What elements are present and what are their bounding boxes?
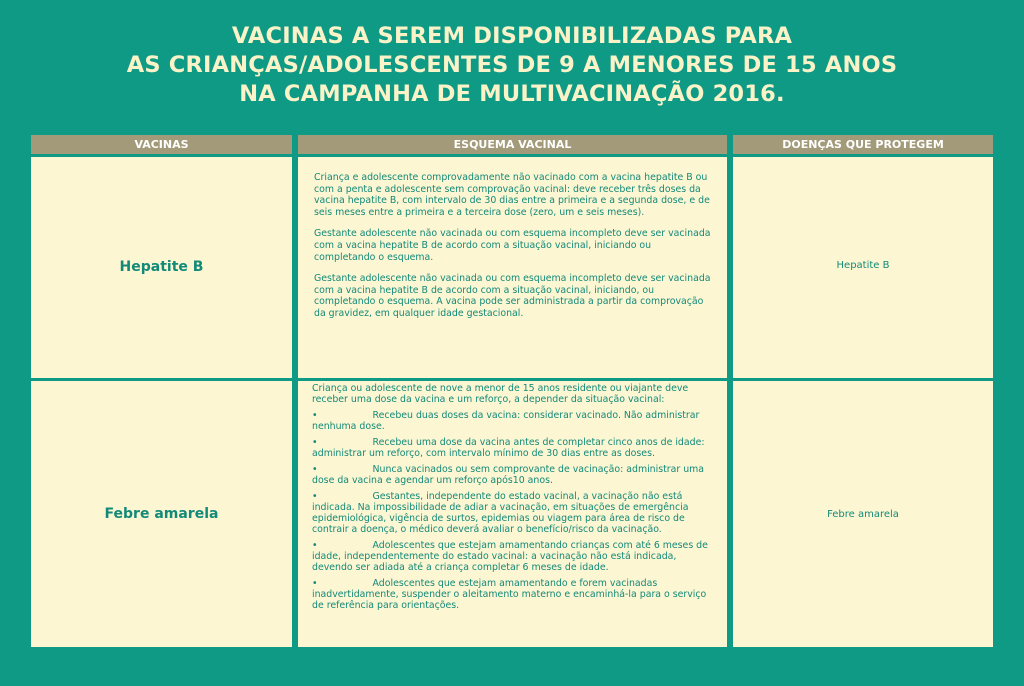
title-line-2: AS CRIANÇAS/ADOLESCENTES DE 9 A MENORES DE 15 ANOS [126,52,898,78]
title-line-3: NA CAMPANHA DE MULTIVACINAÇÃO 2016. [239,81,785,107]
vaccine-name: Febre amarela [104,506,219,522]
scheme-bullet [312,464,713,486]
bullet-marker: • [312,491,318,502]
vaccine-name: Hepatite B [119,259,204,275]
scheme-intro: Criança ou adolescente de nove a menor de 15 anos residente ou viajante deve receber uma dose da vacina e um reforço, a depender da situação vacinal: [312,383,689,405]
bullet-text: Nunca vacinados ou sem comprovante de vacinação: administrar uma dose da vacina e agendar um reforço após10 anos. [312,464,705,486]
disease-name: Hepatite B [836,260,890,271]
bullet-marker: • [312,540,318,551]
header-esquema-vacinal: ESQUEMA VACINAL [298,135,727,154]
bullet-text: Adolescentes que estejam amamentando e forem vacinadas inadvertidamente, suspender o aleitamento materno e encaminhá-la para o serviço de referência para orientações. [312,578,707,611]
scheme-bullet [312,410,713,432]
bullet-marker: • [312,464,318,475]
scheme-bullet [312,540,713,573]
scheme-paragraph: Criança e adolescente comprovadamente não vacinado com a vacina hepatite B ou com a penta e adolescente sem comprovação vacinal: deve receber três doses da vacina hepatite B, com intervalo de 30 dias entre a primeira e a segunda dose, e de seis meses entre a primeira e a terceira dose (zero, um e seis meses). [314,172,710,218]
bullet-text: Recebeu uma dose da vacina antes de completar cinco anos de idade: administrar um reforço, com intervalo mínimo de 30 dias entre as doses. [312,437,705,459]
scheme-bullet [312,578,713,611]
cell-scheme-hepatite-b [298,157,727,378]
bullet-text: Adolescentes que estejam amamentando crianças com até 6 meses de idade, independentemente do estado vacinal: a vacinação não está indicada, devendo ser adiada até a criança completar 6 meses de idade. [312,540,708,573]
title-line-1: VACINAS A SEREM DISPONIBILIZADAS PARA [231,23,793,49]
cell-diseases-febre-amarela [733,381,993,647]
bullet-marker: • [312,410,318,421]
page-title [0,22,1024,109]
bullet-marker: • [312,578,318,589]
scheme-paragraph: Gestante adolescente não vacinada ou com esquema incompleto deve ser vacinada com a vacina hepatite B de acordo com a situação vacinal, iniciando, ou completando o esquema. A vacina pode ser administrada a partir da comprovação da gravidez, em qualquer idade gestacional. [314,273,711,319]
header-vacinas: VACINAS [31,135,292,154]
bullet-marker: • [312,437,318,448]
bullet-text: Gestantes, independente do estado vacinal, a vacinação não está indicada. Na impossibilidade de adiar a vacinação, em situações de emergência epidemiológica, vigência de surtos, epidemias ou viagem para área de risco de contrair a doença, o médico deverá avaliar o benefício/risco da vacinação. [312,491,689,535]
scheme-bullet [312,491,713,535]
cell-diseases-hepatite-b [733,157,993,378]
scheme-bullet [312,437,713,459]
header-doencas: DOENÇAS QUE PROTEGEM [733,135,993,154]
cell-vaccine-hepatite-b [31,157,292,378]
disease-name: Febre amarela [827,509,899,520]
bullet-text: Recebeu duas doses da vacina: considerar vacinado. Não administrar nenhuma dose. [312,410,700,432]
cell-scheme-febre-amarela [298,381,727,647]
cell-vaccine-febre-amarela [31,381,292,647]
scheme-paragraph: Gestante adolescente não vacinada ou com esquema incompleto deve ser vacinada com a vacina hepatite B de acordo com a situação vacinal, iniciando ou completando o esquema. [314,228,711,263]
